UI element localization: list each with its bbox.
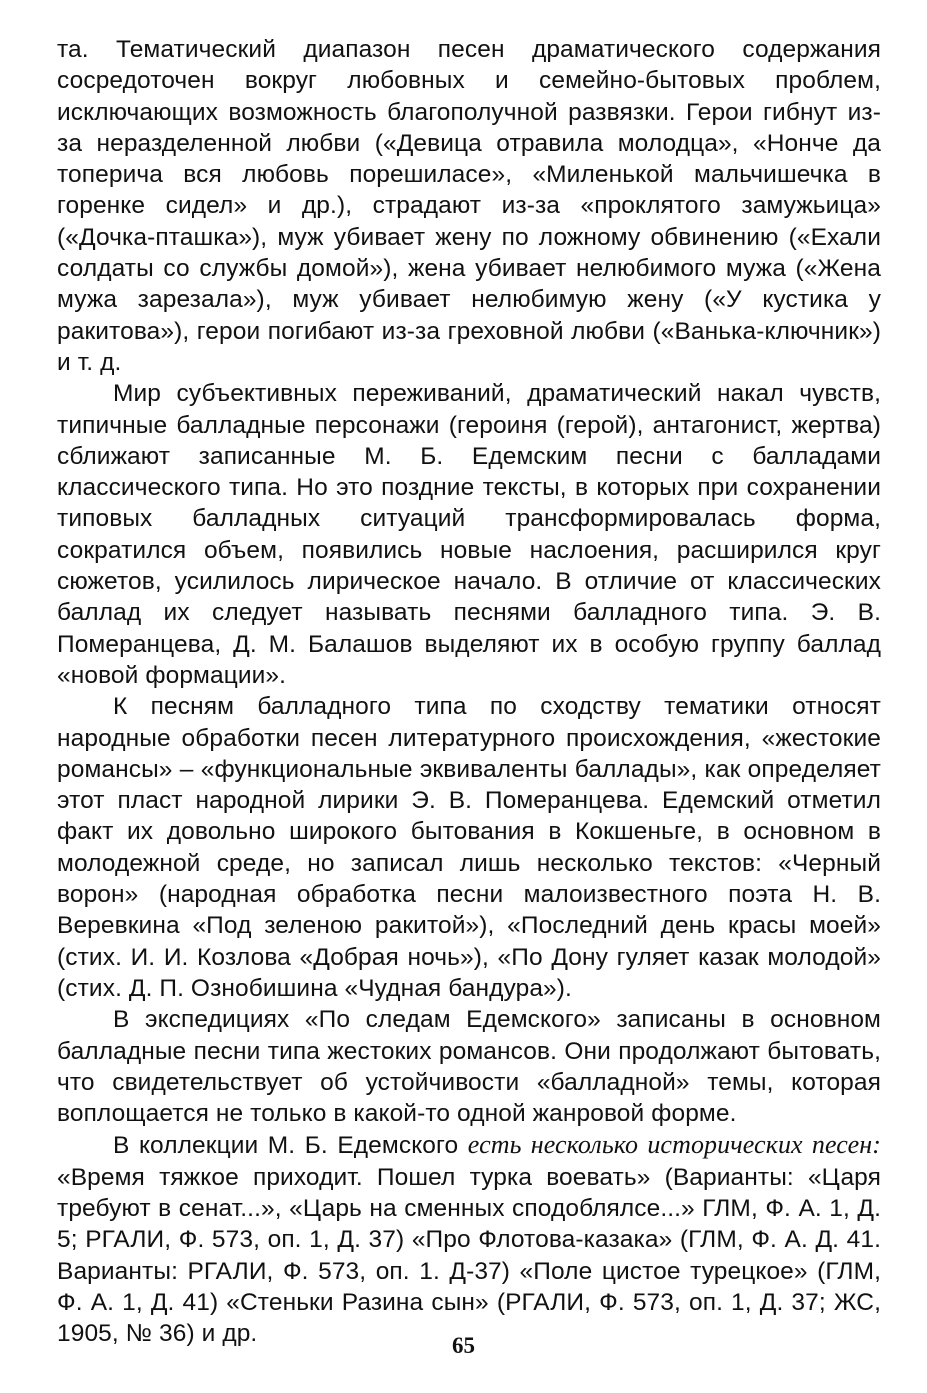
paragraph-5-italic: есть несколько исторических песен: [467, 1130, 881, 1160]
paragraph-5-rest: «Время тяжкое приходит. Пошел турка воевать» (Варианты: «Царя требуют в сенат...», «Царь на сменных сподоблялсе...» ГЛМ, Ф. А. 1, Д. 5; РГАЛИ, Ф. 573, оп. 1, Д. 37) «Про Флотова-казака» (ГЛМ, Ф. А. Д. 41. Варианты: РГАЛИ, Ф. 573, оп. 1. Д-37) «Поле цистое турецкое» (ГЛМ, Ф. А. 1, Д. 41) «Стеньки Разина сын» (РГАЛИ, Ф. 573, оп. 1, Д. 37; ЖС, 1905, № 36) и др. [57, 1163, 881, 1348]
page-number: 65 [452, 1333, 475, 1358]
paragraph-2: Мир субъективных переживаний, драматический накал чувств, типичные балладные персонажи (героиня (герой), антагонист, жертва) сближают записанные М. Б. Едемским песни с балладами классического типа. Но это поздние тексты, в которых при сохранении типовых балладных ситуаций трансформировалась форма, сократился объем, появились новые наслоения, расширился круг сюжетов, усилилось лирическое начало. В отличие от классических баллад их следует называть песнями балладного типа. Э. В. Померанцева, Д. М. Балашов выделяют их в особую группу баллад «новой формации». [57, 380, 881, 689]
page-body [57, 34, 881, 1349]
paragraph-5-lead: В коллекции М. Б. Едемского [113, 1132, 468, 1160]
paragraph-3: К песням балладного типа по сходству тематики относят народные обработки песен литературного происхождения, «жестокие романсы» – «функциональные эквиваленты баллады», как определяет этот пласт народной лирики Э. В. Померанцева. Едемский отметил факт их довольно широкого бытования в Кокшеньге, в основном в молодежной среде, но записал лишь несколько текстов: «Черный ворон» (народная обработка песни малоизвестного поэта Н. В. Веревкина «Под зеленою ракитой»), «Последний день красы моей» (стих. И. И. Козлова «Добрая ночь»), «По Дону гуляет казак молодой» (стих. Д. П. Ознобишина «Чудная бандура»). [57, 693, 881, 1002]
paragraph-5 [57, 1129, 881, 1349]
paragraph-4: В экспедициях «По следам Едемского» записаны в основном балладные песни типа жестоких романсов. Они продолжают бытовать, что свидетельствует об устойчивости «балладной» темы, которая воплощается не только в какой-то одной жанровой форме. [57, 1006, 881, 1128]
paragraph-1: та. Тематический диапазон песен драматического содержания сосредоточен вокруг любовных и семейно-бытовых проблем, исключающих возможность благополучной развязки. Герои гибнут из-за неразделенной любви («Девица отравила молодца», «Нонче да топерича вся любовь порешиласе», «Миленькой мальчишечка в горенке сидел» и др.), страдают из-за «проклятого замужьица» («Дочка-пташка»), муж убивает жену по ложному обвинению («Ехали солдаты со службы домой»), жена убивает нелюбимого мужа («Жена мужа зарезала»), муж убивает нелюбимую жену («У кустика у ракитова»), герои погибают из-за греховной любви («Ванька-ключник») и т. д. [57, 36, 881, 376]
